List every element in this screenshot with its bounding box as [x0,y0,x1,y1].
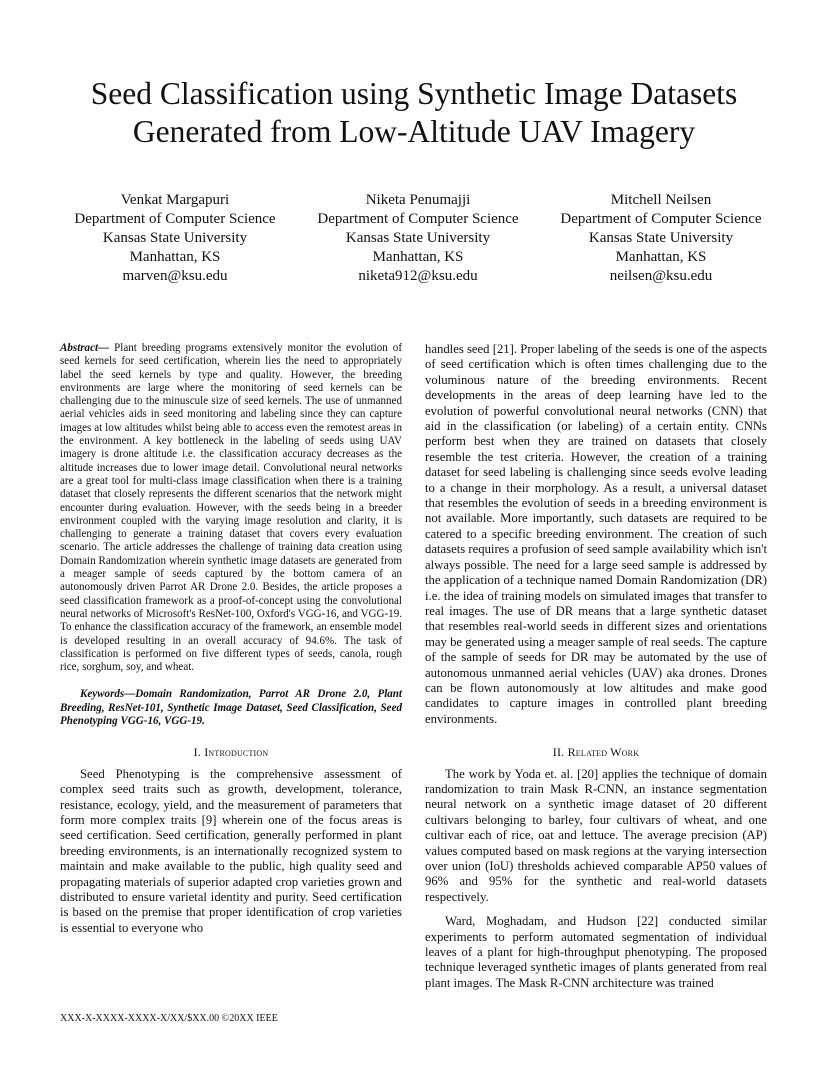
abstract [60,342,402,674]
author-organization: Kansas State University [345,230,491,246]
related-work-paragraph-1: The work by Yoda et. al. [20] applies the technique of domain randomization to train Mask R-CNN, an instance segmentation neural network on a synthetic image dataset of 20 different cultivars belonging to barley, four cultivars of wheat, and one cultivar each of rice, oat and lettuce. The average precision (AP) values computed based on mask regions at the varying intersection over union (IoU) thresholds achieved comparable AP50 values of 96% and 95% for the synthetic and real-world datasets respectively. [425,766,767,904]
right-column [425,342,767,991]
keywords-label: Keywords— [80,688,136,701]
author-3 [546,191,776,286]
author-department: Department of Computer Science [560,211,762,227]
author-block [60,191,776,286]
author-email: neilsen@ksu.edu [609,268,713,284]
author-department: Department of Computer Science [74,211,276,227]
title-line-2: Generated from Low-Altitude UAV Imagery [132,114,696,149]
title-line-1: Seed Classification using Synthetic Image Datasets [90,76,738,111]
abstract-text: Plant breeding programs extensively monitor the evolution of seed kernels for seed certification, wherein lies the need to appropriately label the seed kernels by type and quality. However, the breeding environments are large where the monitoring of seed kernels can be challenging due to the minuscule size of seed kernels. The use of unmanned aerial vehicles aids in seed monitoring and labeling since they can capture images at low altitudes whilst being able to access even the remotest areas in the environment. A key bottleneck in the labeling of seeds using UAV imagery is drone altitude i.e. the classification accuracy decreases as the altitude increases due to lower image detail. Convolutional neural networks are a great tool for multi-class image classification when there is a training dataset that closely represents the different scenarios that the network might encounter during evaluation. However, with the seeds being in a breeder environment coupled with the varying image resolution and clarity, it is challenging to generate a training dataset that covers every evaluation scenario. The article addresses the challenge of training data creation using Domain Randomization wherein synthetic image datasets are generated from a meager sample of seeds captured by the bottom camera of an autonomously driven Parrot AR Drone 2.0. Besides, the article proposes a seed classification framework as a proof-of-concept using the convolutional neural networks of Microsoft's ResNet-100, Oxford's VGG-16, and VGG-19. To enhance the classification accuracy of the framework, an ensemble model is developed resulting in an overall accuracy of 94.6%. The task of classification is performed on five different types of seeds, canola, rough rice, sorghum, soy, and wheat. [60,342,402,674]
left-column [60,342,402,936]
author-city: Manhattan, KS [615,249,707,265]
author-2 [303,191,533,286]
author-name: Niketa Penumajji [365,192,471,208]
author-email: niketa912@ksu.edu [358,268,478,284]
author-department: Department of Computer Science [317,211,519,227]
author-city: Manhattan, KS [129,249,221,265]
introduction-paragraph: Seed Phenotyping is the comprehensive assessment of complex seed traits such as growth, development, tolerance, resistance, ecology, yield, and the measurement of parameters that form more complex traits [9] wherein one of the focus areas is seed certification. Seed certification, generally performed in plant breeding environments, is an internationally recognized system to maintain and make available to the public, high quality seed and propagating materials of superior adapted crop varieties grown and distributed to ensure varietal identity and purity. Seed certification is based on the premise that proper identification of crop varieties is essential to everyone who [60,766,402,935]
section-heading-related-work: II. Related Work [552,745,640,760]
author-name: Mitchell Neilsen [610,192,712,208]
author-city: Manhattan, KS [372,249,464,265]
author-organization: Kansas State University [588,230,734,246]
author-email: marven@ksu.edu [122,268,228,284]
keywords [60,688,402,728]
author-name: Venkat Margapuri [120,192,230,208]
section-heading-introduction: I. Introduction [193,745,269,760]
copyright-footer: XXX-X-XXXX-XXXX-X/XX/$XX.00 ©20XX IEEE [60,1013,278,1024]
paper-title [40,75,788,151]
keywords-text: Domain Randomization, Parrot AR Drone 2.0, Plant Breeding, ResNet-101, Synthetic Image Dataset, Seed Classification, Seed Phenotyping VGG-16, VGG-19. [60,688,402,728]
related-work-paragraph-2: Ward, Moghadam, and Hudson [22] conducted similar experiments to perform automated segmentation of individual leaves of a plant for high-throughput phenotyping. The proposed technique leveraged synthetic images of plants generated from real plant images. The Mask R-CNN architecture was trained [425,914,767,990]
abstract-label: Abstract— [60,342,110,354]
author-1 [60,191,290,286]
author-organization: Kansas State University [102,230,248,246]
introduction-paragraph-continued: handles seed [21]. Proper labeling of the seeds is one of the aspects of seed certification which is often times challenging due to the voluminous nature of the breeding environments. Recent developments in the areas of deep learning have led to the evolution of powerful convolutional neural networks (CNN) that aid in the classification (or labeling) of a certain entity. CNNs perform best when they are trained on datasets that closely resemble the test criteria. However, the creation of a training dataset for seed labeling is challenging since seeds evolve leading to a change in their morphology. As a result, a universal dataset that resembles the evolution of seeds in a breeding environment is not available. More importantly, such datasets are required to be catered to a specific breeding environment. The creation of such datasets requires a profusion of seed sample availability which isn't always possible. The need for a large seed sample is addressed by the application of a technique named Domain Randomization (DR) i.e. the idea of training models on simulated images that transfer to real images. The use of DR means that a large synthetic dataset that resembles real-world seeds in different sizes and orientations may be generated using a meager sample of real seeds. The capture of the sample of seeds for DR may be automated by the use of autonomous unmanned aerial vehicles (UAV) aka drones. Drones can be flown autonomously at low altitudes and make good candidates to capture images in controlled plant breeding environments. [425,342,767,726]
